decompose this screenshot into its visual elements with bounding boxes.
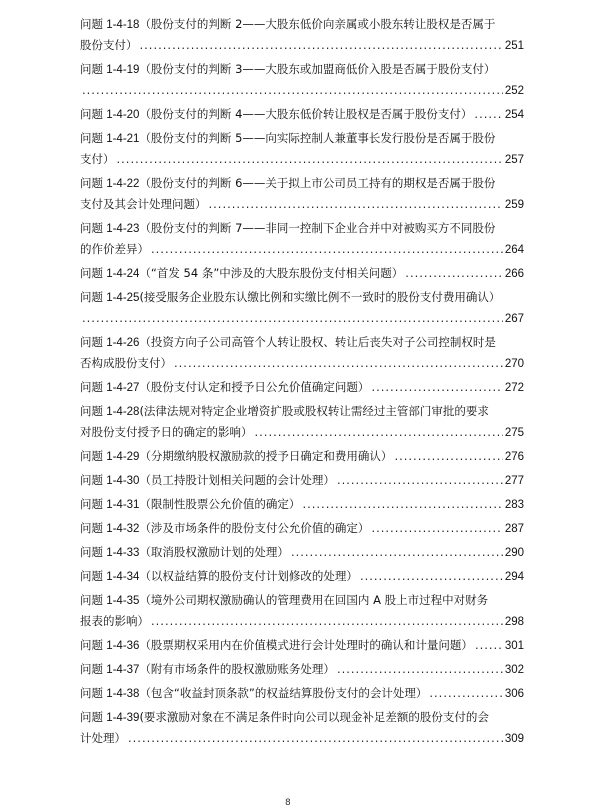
toc-entry-line [80, 659, 524, 680]
toc-entry-id: 问题 1-4-27 [80, 382, 140, 394]
toc-entry-text [80, 611, 149, 632]
toc-page-number: 259 [504, 199, 524, 211]
toc-entry-text [80, 149, 115, 170]
toc-entry-id: 问题 1-4-33 [80, 547, 140, 559]
leader-dots [360, 566, 503, 587]
toc-entry-line [80, 611, 524, 632]
toc-entry-line [80, 239, 524, 260]
toc-entry[interactable] [80, 566, 524, 587]
toc-entry-title: （“首发 54 条”中涉及的大股东股份支付相关问题） [139, 266, 404, 280]
leader-dots [128, 728, 503, 749]
toc-entry-id: 问题 1-4-30 [80, 475, 140, 487]
toc-entry-line [80, 377, 524, 398]
toc-page-number: 264 [504, 244, 524, 256]
toc-entry-title: （股份支付的判断 6——关于拟上市公司员工持有的期权是否属于股份 [139, 176, 496, 190]
toc-entry[interactable] [80, 683, 524, 704]
leader-dots [475, 635, 503, 656]
toc-entry-title: （股份支付的判断 5——向实际控制人兼董事长发行股份是否属于股份 [139, 131, 496, 145]
leader-dots [405, 263, 503, 284]
toc-entry-id: 问题 1-4-36 [80, 640, 140, 652]
leader-dots [209, 194, 503, 215]
toc-entry-title: （附有市场条件的股权激励账务处理） [139, 662, 335, 676]
toc-entry-line [80, 446, 524, 467]
toc-entry-title: (法律法规对特定企业增资扩股或股权转让需经过主管部门审批的要求 [139, 404, 489, 418]
toc-entry-title: (接受服务企业股东认缴比例和实缴比例不一致时的股份支付费用确认） [139, 290, 501, 304]
toc-entry-line [80, 707, 524, 728]
toc-page-number: 275 [504, 427, 524, 439]
leader-dots [337, 470, 503, 491]
toc-entry-id: 问题 1-4-39 [80, 712, 140, 724]
toc-entry-line [80, 173, 524, 194]
toc-entry-line [80, 683, 524, 704]
toc-entry-title: （股票期权采用内在价值模式进行会计处理时的确认和计量问题） [139, 638, 473, 652]
toc-entry[interactable] [80, 173, 524, 215]
toc-entry-line [80, 401, 524, 422]
leader-dots [429, 683, 502, 704]
toc-entry-line [80, 80, 524, 101]
toc-entry-text [80, 683, 427, 704]
toc-page-number: 294 [504, 571, 524, 583]
toc-entry-text [80, 263, 403, 284]
toc-entry-title: （涉及市场条件的股份支付公允价值的确定） [139, 521, 370, 535]
toc-entry[interactable] [80, 14, 524, 56]
toc-entry-line [80, 470, 524, 491]
toc-entry-title: （股份支付的判断 7——非同一控制下企业合并中对被购买方不同股份 [139, 221, 496, 235]
toc-entry-title: （股份支付的判断 2——大股东低价向亲属或小股东转让股权是否属于 [139, 17, 496, 31]
toc-entry-text [80, 494, 300, 515]
toc-entry-id: 问题 1-4-24 [80, 268, 140, 280]
toc-entry-line [80, 494, 524, 515]
toc-entry-title: 股份支付） [80, 38, 138, 52]
toc-entry-line [80, 422, 524, 443]
toc-entry-id: 问题 1-4-34 [80, 571, 140, 583]
leader-dots [140, 35, 503, 56]
toc-page-number: 277 [504, 475, 524, 487]
toc-entry-id: 问题 1-4-31 [80, 499, 140, 511]
toc-entry[interactable] [80, 401, 524, 443]
leader-dots [371, 518, 502, 539]
toc-entry-title: 支付及其会计处理问题） [80, 197, 207, 211]
toc-entry-title: （取消股权激励计划的处理） [139, 545, 289, 559]
toc-entry-text [80, 518, 369, 539]
toc-entry-text [80, 353, 172, 374]
leader-dots [302, 494, 502, 515]
toc-entry-text [80, 422, 253, 443]
toc-entry-title: 计处理） [80, 731, 126, 745]
toc-entry-line [80, 542, 524, 563]
toc-entry-title: （限制性股票公允价值的确定） [139, 497, 301, 511]
toc-entry-line [80, 104, 524, 125]
toc-entry[interactable] [80, 635, 524, 656]
leader-dots [82, 308, 503, 329]
toc-entry-title: 对股份支付授予日的确定的影响） [80, 425, 253, 439]
toc-entry-title: 否构成股份支付） [80, 356, 172, 370]
toc-entry[interactable] [80, 518, 524, 539]
toc-entry-text [80, 470, 335, 491]
toc-entry[interactable] [80, 590, 524, 632]
toc-entry-title: （股份支付认定和授予日公允价值确定问题） [139, 380, 370, 394]
toc-entry-id: 问题 1-4-22 [80, 178, 140, 190]
toc-entry[interactable] [80, 659, 524, 680]
toc-entry-title: （境外公司期权激励确认的管理费用在回国内 A 股上市过程中对财务 [139, 593, 489, 607]
toc-entry-title: （投资方向子公司高管个人转让股权、转让后丧失对子公司控制权时是 [139, 335, 496, 349]
toc-entry-title: （分期缴纳股权激励款的授予日确定和费用确认） [139, 449, 393, 463]
toc-entry-text [80, 35, 138, 56]
toc-entry[interactable] [80, 218, 524, 260]
toc-entry-line [80, 635, 524, 656]
toc-entry[interactable] [80, 542, 524, 563]
toc-entry-text [80, 194, 207, 215]
toc-entry-line [80, 128, 524, 149]
toc-entry-line [80, 218, 524, 239]
toc-page-number: 301 [504, 640, 524, 652]
toc-entry-id: 问题 1-4-19 [80, 64, 140, 76]
toc-entry-text [80, 728, 126, 749]
toc-page-number: 283 [504, 499, 524, 511]
toc-entry-id: 问题 1-4-35 [80, 595, 140, 607]
leader-dots [291, 542, 503, 563]
toc-entry-title: （股份支付的判断 4——大股东低价转让股权是否属于股份支付） [139, 107, 473, 121]
toc-entry-line [80, 194, 524, 215]
toc-entry-text [80, 104, 472, 125]
toc-page-number: 270 [504, 358, 524, 370]
toc-entry-line [80, 263, 524, 284]
toc-entry-title: (要求激励对象在不满足条件时向公司以现金补足差额的股份支付的会 [139, 710, 489, 724]
toc-entry-id: 问题 1-4-23 [80, 223, 140, 235]
leader-dots [117, 149, 503, 170]
leader-dots [255, 422, 503, 443]
toc-page-number: 302 [504, 664, 524, 676]
toc-entry-line [80, 518, 524, 539]
toc-page-number: 267 [504, 313, 524, 325]
toc-entry-text [80, 566, 358, 587]
toc-entry[interactable] [80, 104, 524, 125]
toc-entry-text [80, 635, 473, 656]
toc-page-number: 287 [504, 523, 524, 535]
toc-entry-title: （以权益结算的股份支付计划修改的处理） [139, 569, 358, 583]
toc-entry-line [80, 728, 524, 749]
toc-page-number: 251 [504, 40, 524, 52]
toc-entry-line [80, 35, 524, 56]
toc-entry[interactable] [80, 494, 524, 515]
toc-entry-line [80, 149, 524, 170]
toc-page-number: 298 [504, 616, 524, 628]
toc-page-number: 276 [504, 451, 524, 463]
leader-dots [82, 80, 503, 101]
toc-entry-id: 问题 1-4-26 [80, 337, 140, 349]
toc-entry-title: （包含“收益封顶条款”的权益结算股份支付的会计处理） [139, 686, 428, 700]
leader-dots [174, 353, 503, 374]
toc-entry-line [80, 308, 524, 329]
toc-entry-title: （员工持股计划相关问题的会计处理） [139, 473, 335, 487]
toc-entry-line [80, 566, 524, 587]
toc-entry-title: （股份支付的判断 3——大股东或加盟商低价入股是否属于股份支付） [139, 62, 496, 76]
toc-entry[interactable] [80, 287, 524, 329]
toc-entry[interactable] [80, 128, 524, 170]
table-of-contents [80, 14, 524, 752]
toc-entry[interactable] [80, 446, 524, 467]
leader-dots [337, 659, 503, 680]
toc-entry-text [80, 542, 289, 563]
toc-entry-title: 的作价差异） [80, 242, 149, 256]
toc-entry[interactable] [80, 707, 524, 749]
leader-dots [371, 377, 502, 398]
toc-page-number: 309 [504, 733, 524, 745]
toc-entry-id: 问题 1-4-32 [80, 523, 140, 535]
toc-page-number: 252 [504, 85, 524, 97]
toc-entry-id: 问题 1-4-37 [80, 664, 140, 676]
toc-entry-id: 问题 1-4-21 [80, 133, 140, 145]
toc-page-number: 306 [504, 688, 524, 700]
toc-page-number: 266 [504, 268, 524, 280]
toc-entry-id: 问题 1-4-20 [80, 109, 140, 121]
toc-entry[interactable] [80, 59, 524, 101]
toc-entry-id: 问题 1-4-28 [80, 406, 140, 418]
toc-entry[interactable] [80, 470, 524, 491]
toc-entry-text [80, 239, 149, 260]
toc-entry-id: 问题 1-4-29 [80, 451, 140, 463]
toc-page-number: 254 [504, 109, 524, 121]
toc-entry-line [80, 59, 524, 80]
toc-entry-line [80, 590, 524, 611]
toc-entry-line [80, 14, 524, 35]
toc-entry-text [80, 446, 392, 467]
toc-page-number: 290 [504, 547, 524, 559]
toc-entry-id: 问题 1-4-38 [80, 688, 140, 700]
toc-entry-line [80, 287, 524, 308]
toc-entry-id: 问题 1-4-18 [80, 19, 140, 31]
toc-entry-title: 报表的影响） [80, 614, 149, 628]
toc-entry-line [80, 332, 524, 353]
toc-entry-text [80, 377, 369, 398]
leader-dots [474, 104, 502, 125]
toc-entry-id: 问题 1-4-25 [80, 292, 140, 304]
toc-entry[interactable] [80, 332, 524, 374]
leader-dots [151, 239, 503, 260]
leader-dots [394, 446, 502, 467]
leader-dots [151, 611, 503, 632]
toc-entry-title: 支付） [80, 152, 115, 166]
toc-page-number: 272 [504, 382, 524, 394]
page-number-footer: 8 [285, 798, 291, 808]
toc-entry-line [80, 353, 524, 374]
toc-entry-text [80, 659, 335, 680]
toc-entry[interactable] [80, 377, 524, 398]
toc-entry[interactable] [80, 263, 524, 284]
toc-page-number: 257 [504, 154, 524, 166]
